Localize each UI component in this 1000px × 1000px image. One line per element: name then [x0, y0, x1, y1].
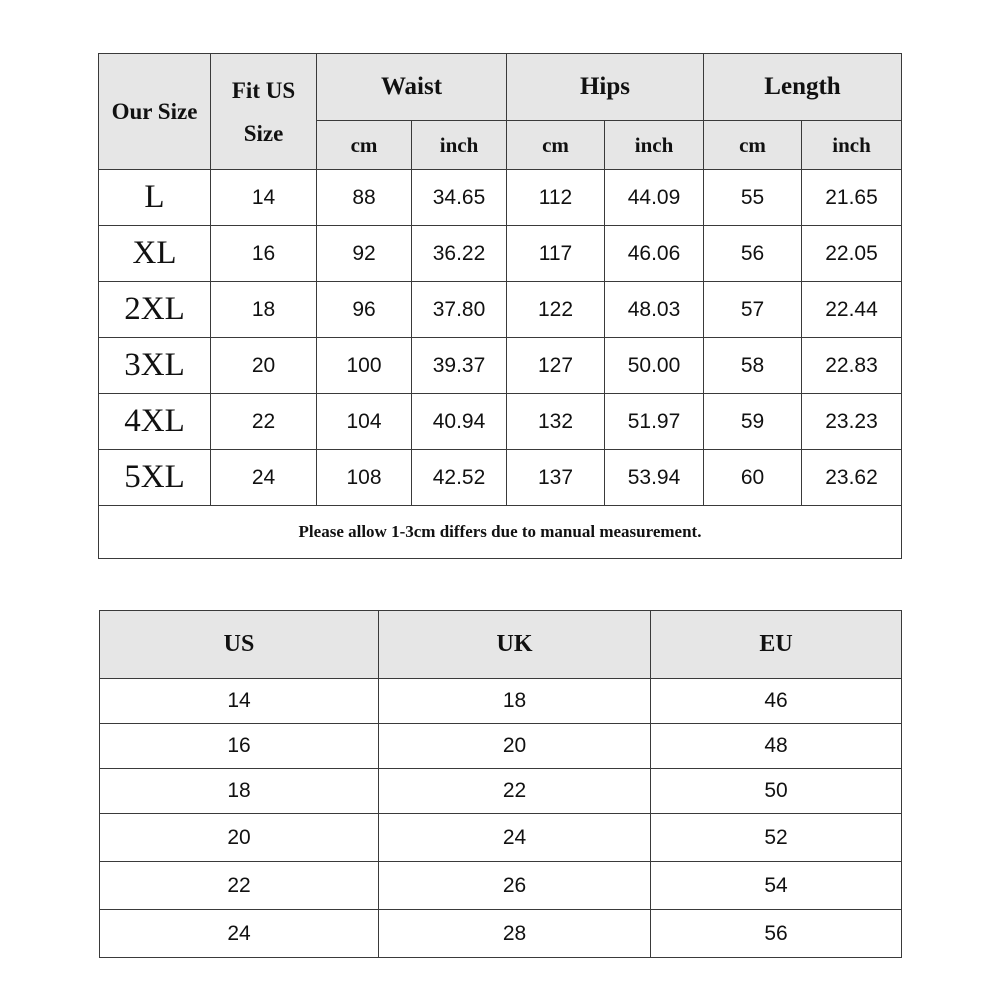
us-cell: 20 — [100, 814, 379, 862]
header-fit-us-size — [211, 54, 317, 170]
note-row — [99, 506, 902, 559]
hips-inch-cell: 48.03 — [605, 282, 704, 338]
hips-cm-cell: 112 — [507, 170, 605, 226]
table-row — [99, 450, 902, 506]
header-eu: EU — [651, 611, 902, 679]
length-cm-cell: 58 — [704, 338, 802, 394]
length-inch-cell: 21.65 — [802, 170, 902, 226]
waist-cm-cell: 104 — [317, 394, 412, 450]
header-uk: UK — [379, 611, 651, 679]
header-length: Length — [704, 54, 902, 121]
waist-cm-cell: 100 — [317, 338, 412, 394]
us-cell: 18 — [100, 769, 379, 814]
header-waist-cm: cm — [317, 121, 412, 170]
length-inch-cell: 22.05 — [802, 226, 902, 282]
header-fit-us-line1: Fit US — [231, 77, 296, 103]
size-chart-body — [99, 170, 902, 559]
waist-inch-cell: 34.65 — [412, 170, 507, 226]
waist-cm-cell: 96 — [317, 282, 412, 338]
size-chart-header — [99, 54, 902, 170]
table-row — [99, 338, 902, 394]
conversion-body — [100, 679, 902, 958]
eu-cell: 52 — [651, 814, 902, 862]
table-row — [99, 226, 902, 282]
eu-cell: 48 — [651, 724, 902, 769]
table-row — [100, 769, 902, 814]
us-size-cell: 18 — [211, 282, 317, 338]
hips-cm-cell: 122 — [507, 282, 605, 338]
length-inch-cell: 22.44 — [802, 282, 902, 338]
table-row — [99, 282, 902, 338]
us-size-cell: 14 — [211, 170, 317, 226]
table-row — [99, 170, 902, 226]
length-cm-cell: 59 — [704, 394, 802, 450]
hips-inch-cell: 50.00 — [605, 338, 704, 394]
size-cell: 3XL — [99, 338, 211, 394]
hips-cm-cell: 117 — [507, 226, 605, 282]
size-cell: 5XL — [99, 450, 211, 506]
uk-cell: 18 — [379, 679, 651, 724]
hips-cm-cell: 127 — [507, 338, 605, 394]
header-hips-cm: cm — [507, 121, 605, 170]
hips-inch-cell: 46.06 — [605, 226, 704, 282]
waist-inch-cell: 37.80 — [412, 282, 507, 338]
waist-cm-cell: 92 — [317, 226, 412, 282]
waist-cm-cell: 88 — [317, 170, 412, 226]
table-row — [100, 910, 902, 958]
waist-inch-cell: 39.37 — [412, 338, 507, 394]
waist-inch-cell: 42.52 — [412, 450, 507, 506]
us-cell: 24 — [100, 910, 379, 958]
table-row — [100, 862, 902, 910]
us-cell: 14 — [100, 679, 379, 724]
uk-cell: 28 — [379, 910, 651, 958]
size-cell: XL — [99, 226, 211, 282]
header-waist-inch: inch — [412, 121, 507, 170]
size-cell: 4XL — [99, 394, 211, 450]
length-cm-cell: 57 — [704, 282, 802, 338]
length-inch-cell: 23.23 — [802, 394, 902, 450]
header-hips: Hips — [507, 54, 704, 121]
us-cell: 16 — [100, 724, 379, 769]
length-inch-cell: 22.83 — [802, 338, 902, 394]
hips-cm-cell: 137 — [507, 450, 605, 506]
waist-cm-cell: 108 — [317, 450, 412, 506]
uk-cell: 24 — [379, 814, 651, 862]
header-length-inch: inch — [802, 121, 902, 170]
eu-cell: 56 — [651, 910, 902, 958]
uk-cell: 26 — [379, 862, 651, 910]
header-length-cm: cm — [704, 121, 802, 170]
hips-cm-cell: 132 — [507, 394, 605, 450]
us-size-cell: 20 — [211, 338, 317, 394]
hips-inch-cell: 44.09 — [605, 170, 704, 226]
size-cell: L — [99, 170, 211, 226]
length-cm-cell: 60 — [704, 450, 802, 506]
hips-inch-cell: 51.97 — [605, 394, 704, 450]
size-chart-table — [98, 53, 902, 559]
measurement-note: Please allow 1-3cm differs due to manual measurement. — [99, 506, 902, 559]
table-row — [100, 724, 902, 769]
uk-cell: 22 — [379, 769, 651, 814]
us-cell: 22 — [100, 862, 379, 910]
length-cm-cell: 56 — [704, 226, 802, 282]
length-cm-cell: 55 — [704, 170, 802, 226]
header-fit-us-line2: Size — [243, 120, 284, 146]
header-us: US — [100, 611, 379, 679]
table-row — [100, 814, 902, 862]
waist-inch-cell: 36.22 — [412, 226, 507, 282]
eu-cell: 50 — [651, 769, 902, 814]
us-size-cell: 24 — [211, 450, 317, 506]
conversion-header — [100, 611, 902, 679]
header-our-size: Our Size — [99, 54, 211, 170]
length-inch-cell: 23.62 — [802, 450, 902, 506]
us-size-cell: 22 — [211, 394, 317, 450]
size-conversion-table — [99, 610, 902, 958]
us-size-cell: 16 — [211, 226, 317, 282]
table-row — [100, 679, 902, 724]
size-cell: 2XL — [99, 282, 211, 338]
uk-cell: 20 — [379, 724, 651, 769]
header-hips-inch: inch — [605, 121, 704, 170]
table-row — [99, 394, 902, 450]
header-waist: Waist — [317, 54, 507, 121]
eu-cell: 54 — [651, 862, 902, 910]
hips-inch-cell: 53.94 — [605, 450, 704, 506]
eu-cell: 46 — [651, 679, 902, 724]
waist-inch-cell: 40.94 — [412, 394, 507, 450]
